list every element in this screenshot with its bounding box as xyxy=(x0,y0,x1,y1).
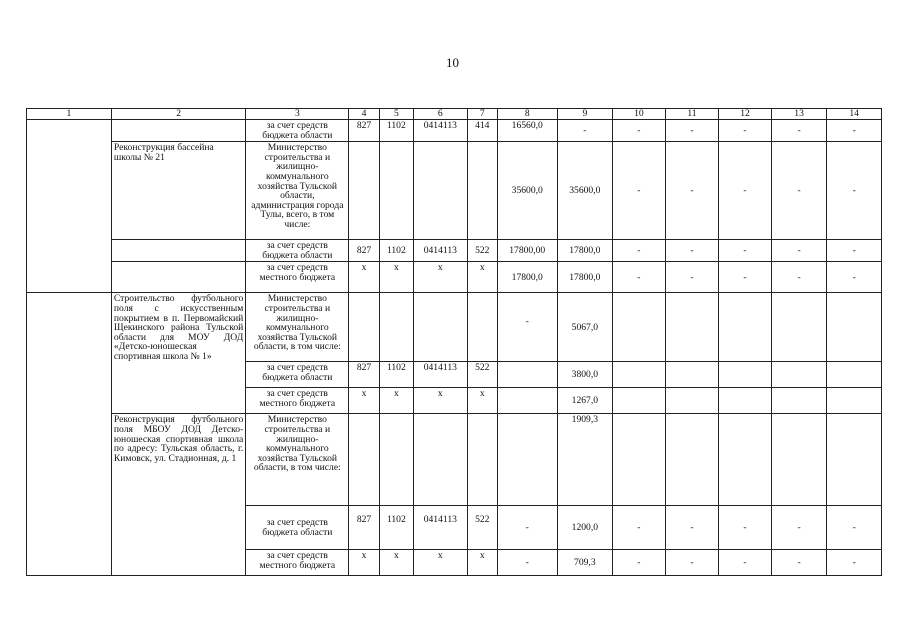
table-cell: х xyxy=(414,262,468,293)
table-cell xyxy=(613,293,666,362)
table-cell xyxy=(467,414,497,506)
table-cell xyxy=(349,414,379,506)
table-cell: 522 xyxy=(467,506,497,550)
table-cell: 1267,0 xyxy=(557,388,613,414)
table-cell xyxy=(665,388,719,414)
table-cell xyxy=(497,414,557,506)
table-cell: х xyxy=(379,262,413,293)
table-cell xyxy=(497,362,557,388)
table-cell: - xyxy=(771,550,827,576)
column-header: 9 xyxy=(557,109,613,120)
table-cell xyxy=(613,388,666,414)
table-cell: - xyxy=(613,120,666,142)
table-cell: 709,3 xyxy=(557,550,613,576)
table-cell: Министерство строительства и жилищно-коммунального хозяйства Тульской области, администрация города Тулы, всего, в том числе: xyxy=(246,142,349,240)
table-cell: - xyxy=(719,506,772,550)
table-cell xyxy=(467,142,497,240)
column-header: 6 xyxy=(414,109,468,120)
column-header: 5 xyxy=(379,109,413,120)
table-cell xyxy=(719,362,772,388)
table-row xyxy=(27,414,882,506)
table-cell: 35600,0 xyxy=(497,142,557,240)
table-cell: - xyxy=(771,506,827,550)
column-header: 14 xyxy=(827,109,882,120)
table-cell: Реконструкция футбольного поля МБОУ ДОД Детско-юношеская спортивная школа по адресу: Тульская область, г. Кимовск, ул. Стадионная, д. 1 xyxy=(111,414,245,576)
table-cell: - xyxy=(665,240,719,262)
table-cell: - xyxy=(827,550,882,576)
column-header: 8 xyxy=(497,109,557,120)
table-cell: 17800,0 xyxy=(557,262,613,293)
table-cell: за счет средств бюджета области xyxy=(246,506,349,550)
column-header: 10 xyxy=(613,109,666,120)
table-cell: х xyxy=(414,550,468,576)
table-cell: х xyxy=(349,262,379,293)
table-cell: 17800,0 xyxy=(557,240,613,262)
table-cell: 1200,0 xyxy=(557,506,613,550)
table-cell xyxy=(349,142,379,240)
table-cell: - xyxy=(557,120,613,142)
table-cell: - xyxy=(771,120,827,142)
table-cell: - xyxy=(719,120,772,142)
header-row xyxy=(27,109,882,120)
table-cell: - xyxy=(827,240,882,262)
table-cell: х xyxy=(467,388,497,414)
column-header: 4 xyxy=(349,109,379,120)
table-cell: - xyxy=(613,550,666,576)
table-cell: - xyxy=(613,240,666,262)
table-cell: 414 xyxy=(467,120,497,142)
table-cell: - xyxy=(771,262,827,293)
table-cell: - xyxy=(771,240,827,262)
table-cell: 827 xyxy=(349,506,379,550)
table-cell: 522 xyxy=(467,362,497,388)
table-cell: х xyxy=(379,550,413,576)
table-cell xyxy=(414,293,468,362)
table-cell xyxy=(771,414,827,506)
table-cell: - xyxy=(719,550,772,576)
table-cell xyxy=(349,293,379,362)
table-cell xyxy=(379,142,413,240)
table-row xyxy=(27,240,882,262)
table-cell: х xyxy=(349,388,379,414)
table-cell: Министерство строительства и жилищно-коммунального хозяйства Тульской области, в том числе: xyxy=(246,414,349,506)
table-cell: Строительство футбольного поля с искусственным покрытием в п. Первомайский Щекинского района Тульской области для МОУ ДОД «Детско-юношеская спортивная школа № 1» xyxy=(111,293,245,414)
table-cell xyxy=(111,240,245,262)
table-cell: х xyxy=(414,388,468,414)
table-cell xyxy=(379,293,413,362)
table-cell xyxy=(27,120,112,293)
table-cell: 1102 xyxy=(379,362,413,388)
table-cell xyxy=(27,293,112,576)
table-cell xyxy=(497,388,557,414)
column-header: 12 xyxy=(719,109,772,120)
table-cell xyxy=(414,414,468,506)
table-cell: - xyxy=(719,142,772,240)
table-cell xyxy=(613,362,666,388)
table-cell: - xyxy=(827,262,882,293)
column-header: 7 xyxy=(467,109,497,120)
table-cell: х xyxy=(349,550,379,576)
table-cell xyxy=(414,142,468,240)
table-cell: 16560,0 xyxy=(497,120,557,142)
table-cell xyxy=(719,388,772,414)
table-cell xyxy=(771,293,827,362)
table-cell xyxy=(827,388,882,414)
table-cell: х xyxy=(467,550,497,576)
table-cell: за счет средств местного бюджета xyxy=(246,550,349,576)
table-cell: 17800,00 xyxy=(497,240,557,262)
table-cell: 1102 xyxy=(379,120,413,142)
table-cell: - xyxy=(719,262,772,293)
table-cell: 0414113 xyxy=(414,240,468,262)
table-cell xyxy=(665,414,719,506)
table-cell: Реконструкция бассейна школы № 21 xyxy=(111,142,245,240)
column-header: 13 xyxy=(771,109,827,120)
table-cell: 1909,3 xyxy=(557,414,613,506)
table-cell: 1102 xyxy=(379,506,413,550)
page-number: 10 xyxy=(446,55,459,70)
column-header: 11 xyxy=(665,109,719,120)
table-cell: за счет средств местного бюджета xyxy=(246,262,349,293)
table-cell: - xyxy=(497,293,557,362)
table-cell xyxy=(719,293,772,362)
table-cell xyxy=(827,293,882,362)
table-cell: 0414113 xyxy=(414,506,468,550)
table-cell: за счет средств бюджета области xyxy=(246,120,349,142)
table-cell: 1102 xyxy=(379,240,413,262)
table-cell xyxy=(379,414,413,506)
table-cell: 827 xyxy=(349,120,379,142)
table-cell xyxy=(771,362,827,388)
table-cell: - xyxy=(497,550,557,576)
table-row xyxy=(27,262,882,293)
table-cell: 17800,0 xyxy=(497,262,557,293)
table-cell: 522 xyxy=(467,240,497,262)
table-cell: за счет средств бюджета области xyxy=(246,362,349,388)
table-cell xyxy=(111,262,245,293)
table-row xyxy=(27,293,882,362)
table-cell: за счет средств местного бюджета xyxy=(246,388,349,414)
table-cell xyxy=(771,388,827,414)
table-cell: - xyxy=(497,506,557,550)
table-cell: - xyxy=(613,142,666,240)
table-cell: за счет средств бюджета области xyxy=(246,240,349,262)
column-header: 1 xyxy=(27,109,112,120)
column-header: 3 xyxy=(246,109,349,120)
table-cell: - xyxy=(827,142,882,240)
budget-table xyxy=(26,108,882,576)
table-cell xyxy=(467,293,497,362)
table-cell: 827 xyxy=(349,240,379,262)
table-cell: - xyxy=(665,142,719,240)
table-row xyxy=(27,142,882,240)
table-cell: х xyxy=(379,388,413,414)
table-cell xyxy=(719,414,772,506)
table-cell: Министерство строительства и жилищно-коммунального хозяйства Тульской области, в том числе: xyxy=(246,293,349,362)
table-cell: х xyxy=(467,262,497,293)
table-cell: 35600,0 xyxy=(557,142,613,240)
table-cell xyxy=(665,293,719,362)
table-cell xyxy=(827,414,882,506)
table-cell: 3800,0 xyxy=(557,362,613,388)
table-cell: 0414113 xyxy=(414,362,468,388)
table-cell: - xyxy=(719,240,772,262)
table-cell: 827 xyxy=(349,362,379,388)
table-cell xyxy=(111,120,245,142)
table-cell: 0414113 xyxy=(414,120,468,142)
table-cell: - xyxy=(613,506,666,550)
table-cell: - xyxy=(665,120,719,142)
table-cell: - xyxy=(613,262,666,293)
column-header: 2 xyxy=(111,109,245,120)
table-cell: - xyxy=(771,142,827,240)
table-cell: - xyxy=(827,506,882,550)
table-cell: 5067,0 xyxy=(557,293,613,362)
table-cell: - xyxy=(827,120,882,142)
table-cell: - xyxy=(665,506,719,550)
table-row xyxy=(27,120,882,142)
table-cell: - xyxy=(665,550,719,576)
table-cell: - xyxy=(665,262,719,293)
table-cell xyxy=(665,362,719,388)
table-cell xyxy=(613,414,666,506)
table-cell xyxy=(827,362,882,388)
